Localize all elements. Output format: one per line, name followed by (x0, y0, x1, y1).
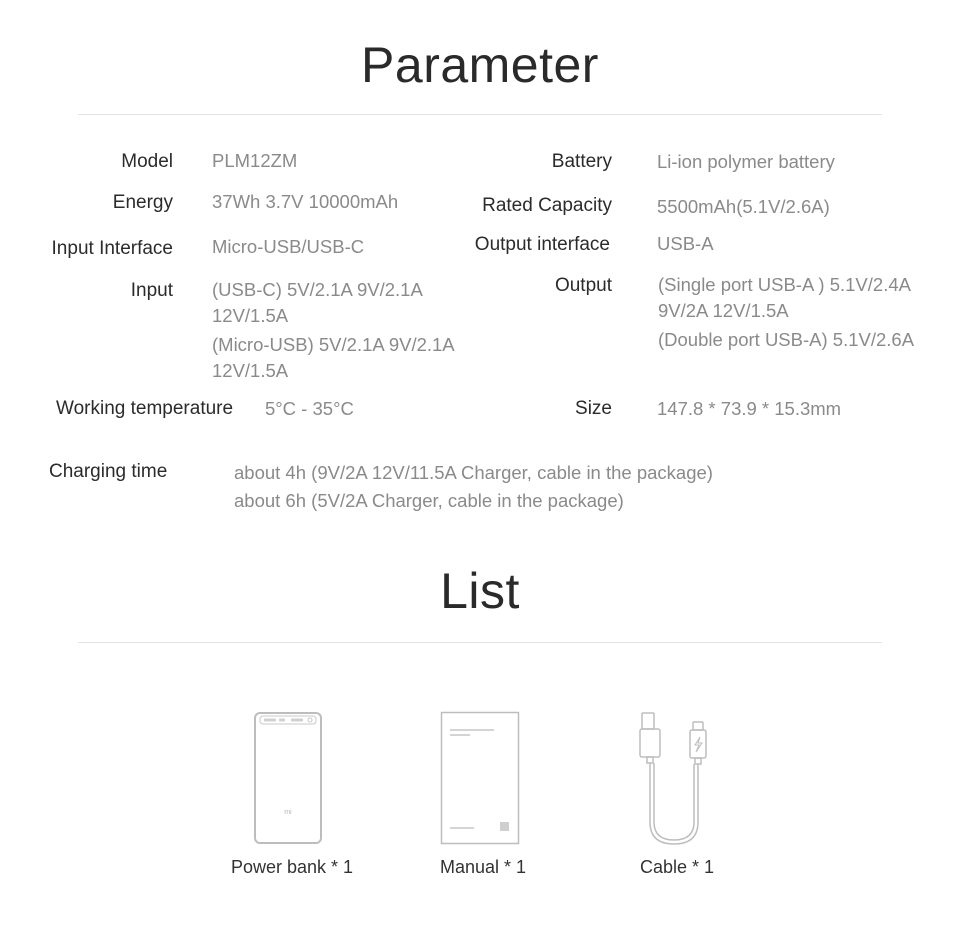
parameter-divider (78, 114, 882, 115)
cable-icon (636, 710, 720, 852)
working-temperature-label: Working temperature (56, 398, 234, 419)
input-line: 12V/1.5A (212, 305, 289, 326)
list-title: List (440, 563, 520, 619)
energy-value: 37Wh 3.7V 10000mAh (212, 191, 399, 212)
output-label: Output (554, 275, 612, 296)
charging-time-line: about 6h (5V/2A Charger, cable in the package) (234, 490, 624, 511)
output-interface-label: Output interface (474, 234, 610, 255)
rated-capacity-label: Rated Capacity (482, 195, 612, 216)
input-value (212, 277, 455, 384)
charging-time-value (234, 459, 713, 515)
input-line: (Micro-USB) 5V/2.1A 9V/2.1A (212, 334, 455, 355)
size-label: Size (575, 398, 612, 419)
rated-capacity-value: 5500mAh(5.1V/2.6A) (657, 196, 830, 217)
power-bank-icon (253, 711, 323, 847)
energy-label: Energy (112, 192, 173, 213)
input-interface-value: Micro-USB/USB-C (212, 236, 365, 257)
model-label: Model (121, 151, 173, 172)
svg-text:mi: mi (284, 809, 292, 816)
charging-time-line: about 4h (9V/2A 12V/11.5A Charger, cable in the package) (234, 462, 713, 483)
parameter-title: Parameter (361, 37, 599, 93)
charging-time-label: Charging time (49, 461, 168, 482)
battery-label: Battery (551, 151, 612, 172)
output-line: (Double port USB-A) 5.1V/2.6A (658, 329, 915, 350)
output-value (658, 272, 914, 353)
model-value: PLM12ZM (212, 150, 298, 171)
size-value: 147.8 * 73.9 * 15.3mm (657, 398, 842, 419)
manual-icon (440, 711, 520, 845)
list-item-manual: Manual * 1 (439, 857, 527, 877)
list-divider (78, 642, 882, 643)
working-temperature-value: 5°C - 35°C (265, 398, 354, 419)
output-line: (Single port USB-A ) 5.1V/2.4A (658, 274, 911, 295)
input-line: (USB-C) 5V/2.1A 9V/2.1A (212, 279, 423, 300)
input-line: 12V/1.5A (212, 360, 289, 381)
list-item-cable: Cable * 1 (639, 857, 715, 877)
input-interface-label: Input Interface (51, 238, 173, 259)
input-label: Input (130, 280, 173, 301)
output-interface-value: USB-A (657, 233, 714, 254)
battery-value: Li-ion polymer battery (657, 151, 835, 172)
list-item-power-bank: Power bank * 1 (230, 857, 354, 877)
output-line: 9V/2A 12V/1.5A (658, 300, 789, 321)
